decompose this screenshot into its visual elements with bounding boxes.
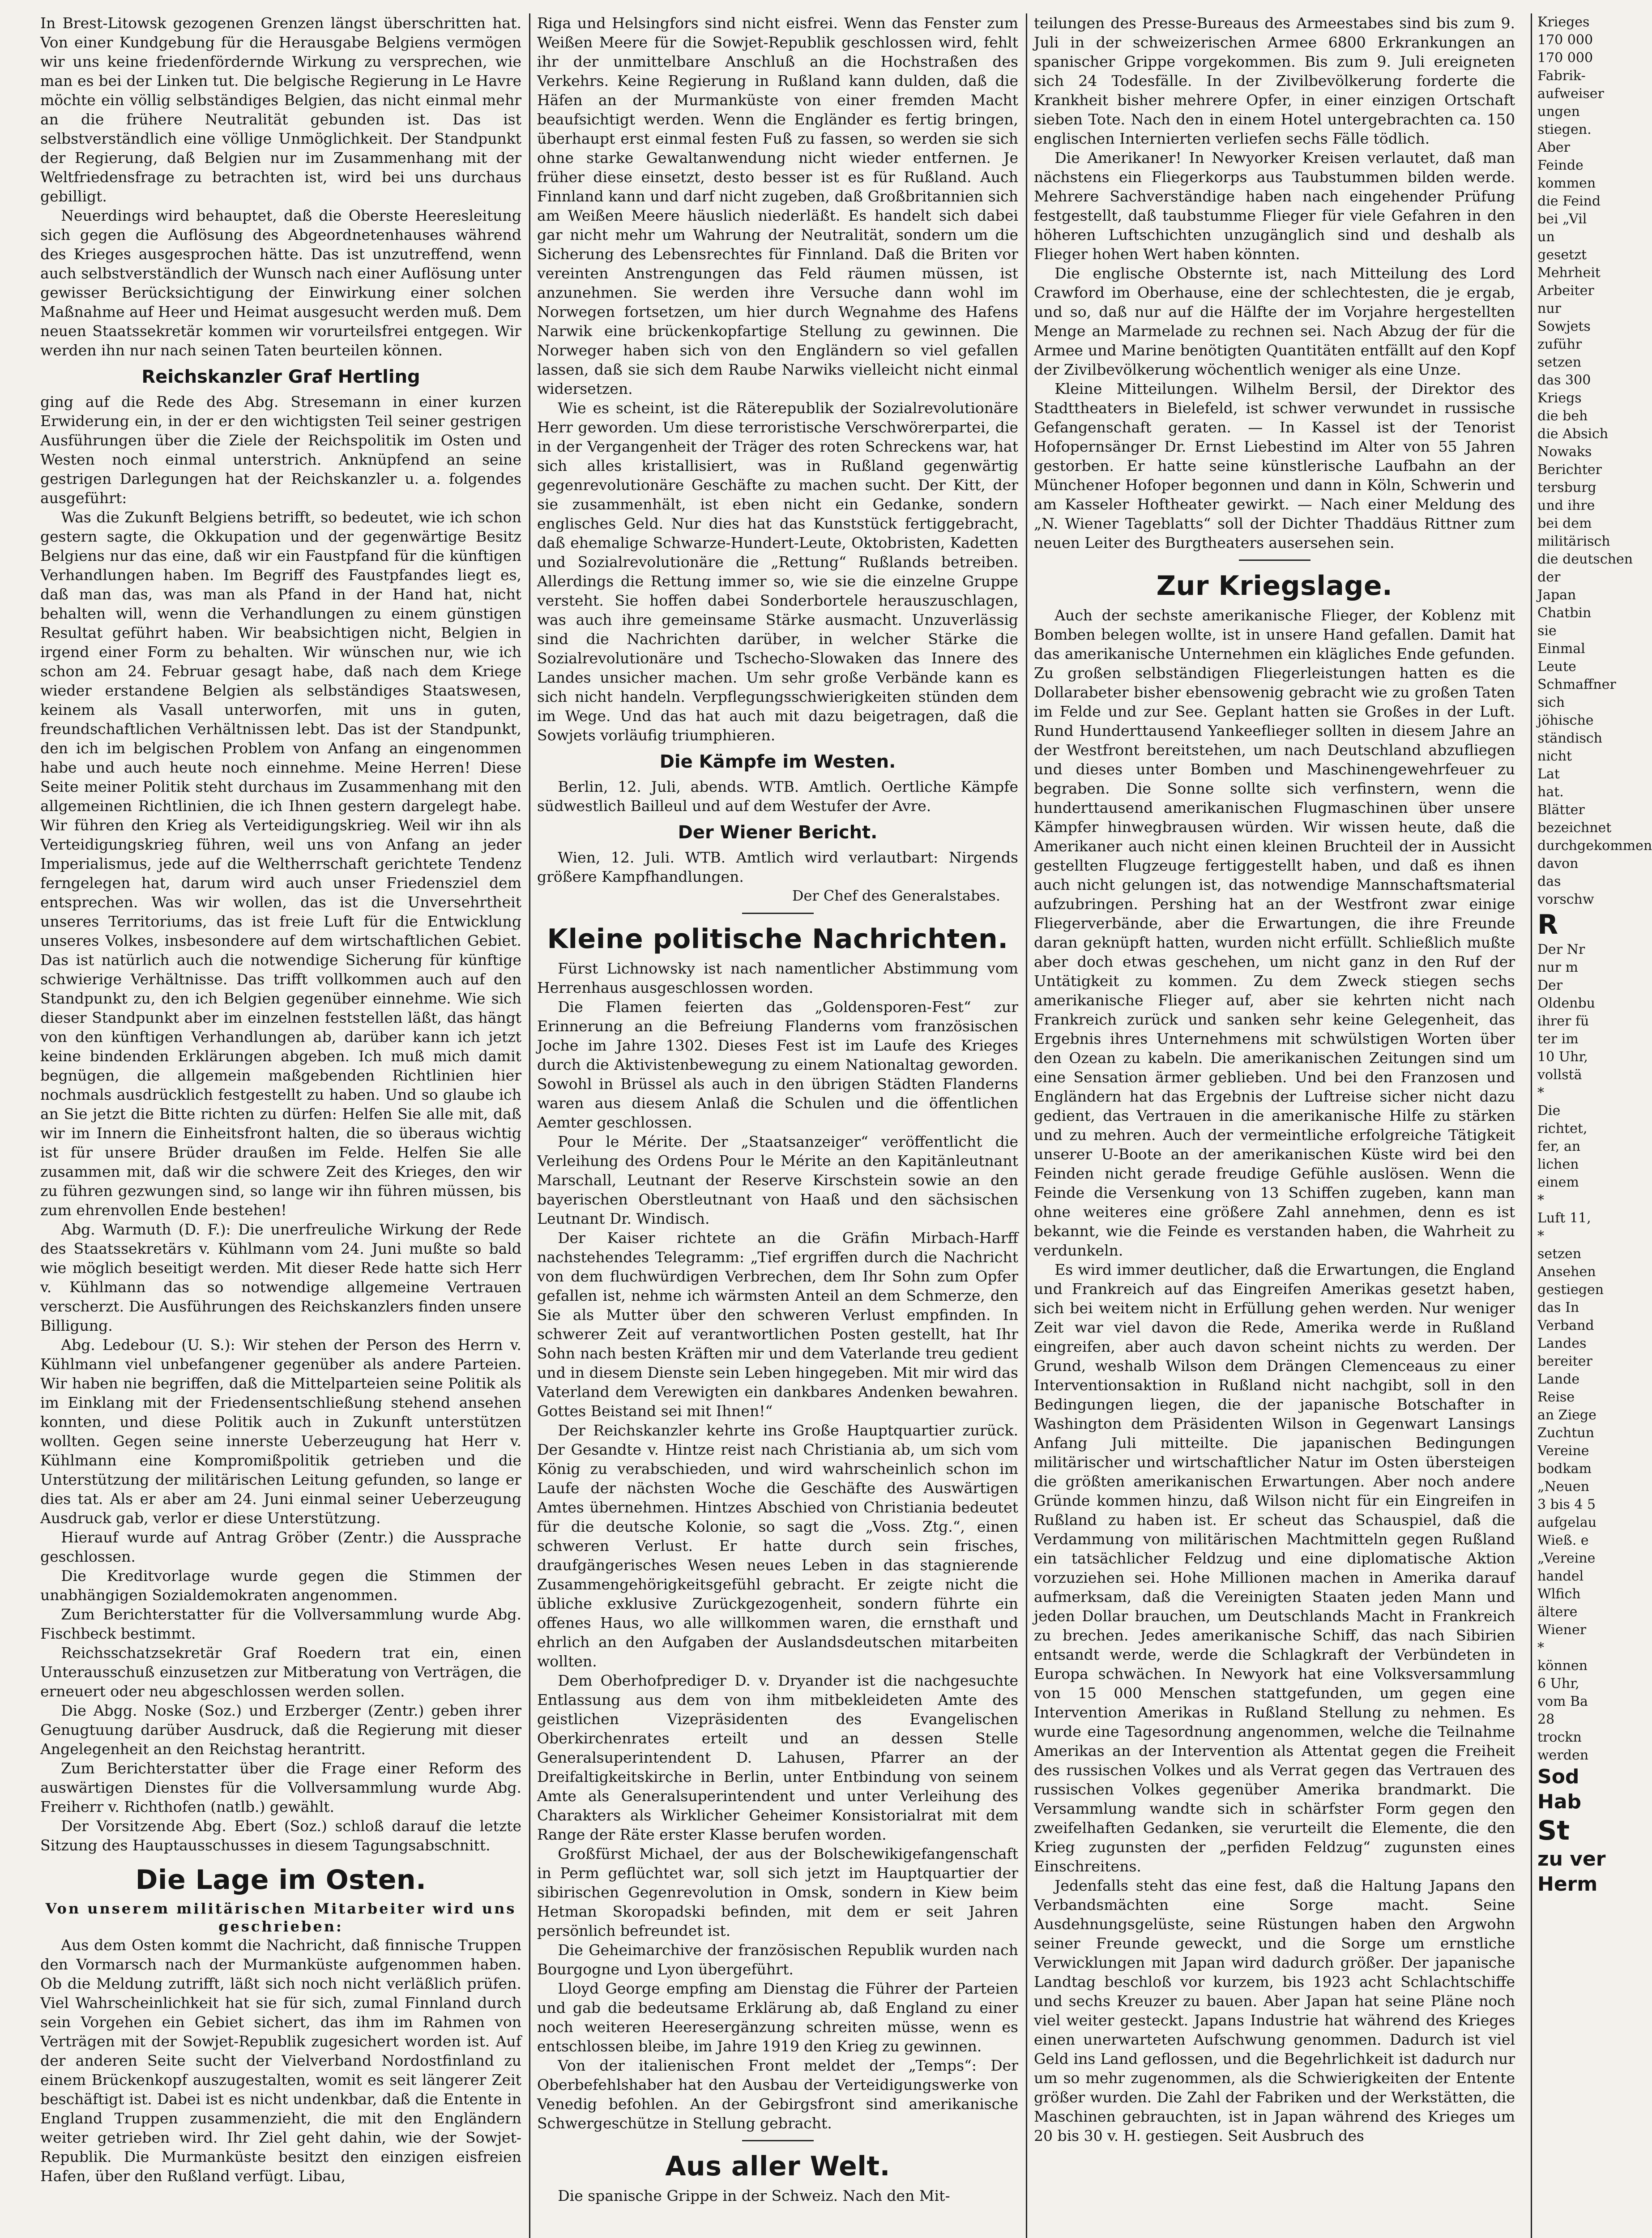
byline: Von unserem militärischen Mitarbeiter wird uns geschrieben: [45, 1900, 517, 1935]
cropped-text-line: bezeichnet [1537, 820, 1612, 836]
cropped-text-line: Zuchtun [1537, 1425, 1594, 1441]
cropped-text-line: Krieges [1537, 14, 1590, 30]
cropped-text-line: 170 000 [1537, 32, 1593, 48]
cropped-text-line: bei dem [1537, 516, 1592, 531]
paragraph: Lloyd George empfing am Dienstag die Führer der Parteien und gab die bedeutsame Erklärung ab, daß England zu einer noch weiteren Heeresergänzung schreiten müsse, wenn es entschlossen bleibe, im Jahre 1919 den Krieg zu gewinnen. [537, 1980, 1018, 2055]
cropped-text-line: nur [1537, 301, 1561, 316]
cropped-text-line: Der Nr [1537, 942, 1585, 957]
cropped-heading: St [1537, 1815, 1570, 1846]
paragraph: Der Vorsitzende Abg. Ebert (Soz.) schloß darauf die letzte Sitzung des Hauptausschusses in diesem Tagungsabschnitt. [40, 1817, 521, 1854]
cropped-text-line: und ihre [1537, 498, 1595, 513]
section-heading-wiener-bericht: Der Wiener Bericht. [678, 822, 878, 843]
cropped-text-line: Herm [1537, 1873, 1598, 1896]
cropped-text-line: * [1537, 1228, 1544, 1244]
cropped-text-line: aufweiser [1537, 86, 1604, 102]
cropped-text-line: zu ver [1537, 1848, 1606, 1871]
cropped-text-line: aufgelau [1537, 1515, 1597, 1530]
column-rule [529, 13, 530, 2238]
separator [742, 2140, 814, 2141]
signature-line: Der Chef des Generalstabes. [792, 887, 1000, 904]
paragraph: Zum Berichterstatter über die Frage einer Reform des auswärtigen Dienstes für die Vollversammlung wurde Abg. Freiherr v. Richthofen (natlb.) gewählt. [40, 1760, 521, 1815]
column-1 [40, 13, 521, 2238]
cropped-heading: Hab [1537, 1790, 1582, 1813]
cropped-text-line: Nowaks [1537, 444, 1592, 460]
paragraph: Pour le Mérite. Der „Staatsanzeiger“ veröffentlicht die Verleihung des Ordens Pour le Mérite an den Kapitänleutnant Marschall, Leutnant der Reserve Kirschstein sowie an den bayerischen Oberstleutnant von Haaß und den sächsischen Leutnant Dr. Windisch. [537, 1133, 1018, 1227]
cropped-text-line: ständisch [1537, 730, 1602, 746]
cropped-text-line: militärisch [1537, 534, 1610, 549]
cropped-text-line: Vereine [1537, 1443, 1589, 1459]
cropped-text-line: Blätter [1537, 802, 1585, 818]
cropped-text-line: einem [1537, 1175, 1579, 1190]
separator [742, 913, 814, 914]
cropped-text-line: bodkam [1537, 1461, 1592, 1477]
cropped-text-line: un [1537, 229, 1555, 245]
paragraph: Die Flamen feierten das „Goldensporen-Fest“ zur Erinnerung an die Befreiung Flanderns vom französischen Joche im Jahre 1302. Dieses Fest ist im Laufe des Krieges durch die Aktivistenbewegung zu einem Nationaltag geworden. Sowohl in Brüssel als auch in den übrigen Städten Flanderns waren aus diesem Anlaß die Schulen und die öffentlichen Aemter geschlossen. [537, 998, 1018, 1131]
cropped-text-line: vollstä [1537, 1067, 1582, 1083]
cropped-text-line: bei „Vil [1537, 211, 1587, 227]
paragraph: Dem Oberhofprediger D. v. Dryander ist die nachgesuchte Entlassung aus dem von ihm mitbekleideten Amte des geistlichen Vizepräsidenten des Evangelischen Oberkirchenrates erteilt und an dessen Stelle Generalsuperintendent D. Lahusen, Pfarrer an der Dreifaltigkeitskirche in Berlin, unter Entbindung von seinem Amte als Generalsuperintendent und unter Verleihung des Charakters als Wirklicher Geheimer Konsistorialrat mit dem Range der Räte erster Klasse berufen worden. [537, 1672, 1018, 1843]
cropped-text-line: gesetzt [1537, 247, 1587, 263]
cropped-text-line: richtet, [1537, 1121, 1588, 1136]
paragraph: Der Reichskanzler kehrte ins Große Hauptquartier zurück. Der Gesandte v. Hintze reist nach Christiania ab, um sich vom König zu verabschieden, und wird wahrscheinlich schon im Laufe der nächsten Woche die Geschäfte des Auswärtigen Amtes übernehmen. Hintzes Abschied von Christiania bedeutet für die deutsche Kolonie, so sagt die „Voss. Ztg.“, einen schweren Verlust. Er hatte durch sein frisches, draufgängerisches Wesen neues Leben in das stagnierende Zusammengehörigkeitsgefühl gebracht. Er zeigte nicht die übliche exklusive Zurückgezogenheit, sondern führte ein offenes Haus, wo alle willkommen waren, die ernsthaft und ehrlich an den Aufgaben der Auslandsdeutschen mitarbeiten wollten. [537, 1422, 1018, 1670]
paragraph: Reichsschatzsekretär Graf Roedern trat ein, einen Unterausschuß einzusetzen zur Mitberatung von Verträgen, die erneuert oder neu abgeschlossen werden sollen. [40, 1644, 521, 1700]
paragraph: teilungen des Presse-Bureaus des Armeestabes sind bis zum 9. Juli in der schweizerischen Armee 6800 Erkrankungen an spanischer Grippe vorgekommen. Bis zum 9. Juli ereigneten sich 24 Todesfälle. In der Zivilbevölkerung forderte die Krankheit bisher mehrere Opfer, in einer einzigen Ortschaft sieben Tote. Nach den in einem Hotel untergebrachten ca. 150 englischen Internierten verliefen sechs Fälle tödlich. [1034, 14, 1515, 147]
article-title-kleine-politische-nachrichten: Kleine politische Nachrichten. [547, 923, 1008, 955]
cropped-text-line: setzen [1537, 354, 1582, 370]
cropped-text-line: nur m [1537, 960, 1578, 975]
cropped-text-line: Leute [1537, 659, 1576, 675]
cropped-text-line: Luft 11, [1537, 1210, 1591, 1226]
cropped-text-line: an Ziege [1537, 1407, 1597, 1423]
paragraph: Die spanische Grippe in der Schweiz. Nach den Mit- [558, 2187, 950, 2204]
cropped-heading: Sod [1537, 1765, 1579, 1788]
cropped-text-line: Sowjets [1537, 319, 1591, 334]
cropped-text-line: 170 000 [1537, 50, 1593, 66]
paragraph: Riga und Helsingfors sind nicht eisfrei. Wenn das Fenster zum Weißen Meere für die Sowjet-Republik geschlossen wird, fehlt ihr der unmittelbare Anschluß an die Hochstraßen des Verkehrs. Keine Regierung in Rußland kann dulden, daß die Häfen an der Murmanküste von einer fremden Macht beaufsichtigt werden. Wenn die Engländer es fertig bringen, überhaupt erst einmal festen Fuß zu fassen, so werden sie sich ohne starke Gewaltanwendung nicht wieder entfernen. Je früher diese einsetzt, desto besser ist es für Rußland. Auch Finnland kann und darf nicht zugeben, daß Großbritannien sich am Weißen Meere häuslich niederläßt. Es handelt sich dabei gar nicht mehr um Wahrung der Neutralität, sondern um die Sicherung des Lebensrechtes für Finnland. Daß die Briten vor vereinten Anstrengungen das Feld räumen müssen, ist anzunehmen. Sie werden ihre Versuche dann wohl im Norwegen fortsetzen, um hier durch Wegnahme des Hafens Narwik eine brückenkopfartige Stellung zu gewinnen. Die Norweger haben sich von den Engländern so viel gefallen lassen, daß sie sich dem Raube Narwiks vielleicht nicht einmal widersetzen. [537, 14, 1018, 397]
paragraph: Jedenfalls steht das eine fest, daß die Haltung Japans den Verbandsmächten eine Sorge macht. Seine Ausdehnungsgelüste, seine Rüstungen haben den Argwohn seiner Freunde geweckt, und die Sorge um ernstliche Verwicklungen mit Japan wird dadurch größer. Der japanische Landtag beschloß vor kurzem, bis 1923 acht Schlachtschiffe und sechs Kreuzer zu bauen. Aber Japan hat seine Pläne noch viel weiter gesteckt. Japans Industrie hat während des Krieges einen unerwarteten Aufschwung genommen. Dadurch ist viel Geld ins Land geflossen, und die Begehrlichkeit ist dadurch nur um so mehr zugenommen, als die Schwierigkeiten der Entente größer wurden. Die Zahl der Fabriken und der Werkstätten, die Maschinen gebrauchten, ist in Japan während des Krieges um 20 bis 30 v. H. gestiegen. Seit Ausbruch des [1034, 1877, 1515, 2144]
cropped-text-line: Arbeiter [1537, 283, 1594, 299]
paragraph: Die Abgg. Noske (Soz.) und Erzberger (Zentr.) geben ihrer Genugtuung darüber Ausdruck, daß die Regierung mit dieser Angelegenheit an den Reichstag herantritt. [40, 1702, 521, 1758]
paragraph: Die Amerikaner! In Newyorker Kreisen verlautet, daß man nächstens ein Fliegerkorps aus Taubstummen bilden werde. Mehrere Sachverständige haben nach eingehender Prüfung festgestellt, daß taubstumme Flieger für viele Gefahren in den höheren Luftschichten unzugänglich sind und deshalb als Flieger hohen Wert haben könnten. [1034, 149, 1515, 263]
cropped-text-line: Oldenbu [1537, 995, 1595, 1011]
cropped-text-line: Einmal [1537, 641, 1585, 657]
cropped-text-line: fer, an [1537, 1139, 1581, 1154]
cropped-text-line: Mehrheit [1537, 265, 1601, 281]
paragraph: Es wird immer deutlicher, daß die Erwartungen, die England und Frankreich auf das Eingreifen Amerikas gesetzt haben, sich bei weitem nicht in Erfüllung gehen werden. Nur weniger Zeit war viel davon die Rede, Amerika werde in Rußland eingreifen, aber auch davon scheint nichts zu werden. Der Grund, weshalb Wilson dem Drängen Clemenceaus zu einer Interventionsaktion in Rußland nicht nachgibt, soll in den Bedingungen liegen, die der japanische Botschafter in Washington dem Präsidenten Wilson in Gegenwart Lansings Anfang Juli mitteilte. Die japanischen Bedingungen militärischer und wirtschaftlicher Natur im Osten übersteigen die größten amerikanischen Erwartungen. Aber noch andere Gründe kommen hinzu, daß Wilson nicht für ein Eingreifen in Rußland zu haben ist. Er scheut das Schauspiel, daß die Verdammung von militärischen Machtmitteln gegen Rußland ein tatsächlicher Feldzug und eine diplomatische Aktion vorzuziehen sei. Hohe Millionen machen in Amerika darauf aufmerksam, daß die Vereinigten Staaten jeden Mann und jeden Dollar brauchen, um Deutschlands Macht in Frankreich zu brechen. Jedes amerikanische Schiff, das nach Sibirien entsandt werde, werde die Schlagkraft der Verbündeten in Europa schwächen. In Newyork hat eine Volksversammlung von 15 000 Menschen stattgefunden, um gegen eine Intervention Amerikas in Rußland Stellung zu nehmen. Es wurde eine Tagesordnung angenommen, welche die Teilnahme Amerikas an der Intervention als Attentat gegen die Freiheit des russischen Volkes und als Verrat gegen das Vertrauen des russischen Volkes gegenüber Amerika brandmarkt. Die Versammlung wandte sich in schärfster Form gegen den zweifelhaften Gedanken, sie verurteilt die Elemente, die den Krieg zugunsten der „perfiden Feldzug“ zugunsten eines Einschreitens. [1034, 1261, 1515, 1875]
paragraph: Die Kreditvorlage wurde gegen die Stimmen der unabhängigen Sozialdemokraten angenommen. [40, 1567, 521, 1604]
cropped-text-line: * [1537, 1085, 1544, 1101]
cropped-text-line: kommen [1537, 175, 1596, 191]
cropped-text-line: die Absich [1537, 426, 1609, 442]
cropped-text-block [1537, 13, 1652, 909]
cropped-text-line: * [1537, 1192, 1544, 1208]
paragraph: Hierauf wurde auf Antrag Gröber (Zentr.) die Aussprache geschlossen. [40, 1529, 521, 1565]
cropped-text-line: ihrer fü [1537, 1013, 1589, 1029]
cropped-text-line: Ansehen [1537, 1264, 1596, 1280]
paragraph: Wie es scheint, ist die Räterepublik der Sozialrevolutionäre Herr geworden. Um diese terroristische Verschwörerpartei, die in der Vergangenheit der Träger des roten Schreckens war, hat sich alles kristallisiert, was in Rußland gegenwärtig gegenrevolutionäre Geschäfte zu machen sucht. Der Kitt, der sie zusammenhält, ist eben nicht ein Gedanke, sondern englisches Geld. Nur dies hat das Kunststück fertiggebracht, daß ehemalige Schwarze-Hundert-Leute, Oktobristen, Kadetten und Sozialrevolutionäre die „Rettung“ Rußlands betreiben. Allerdings die Rettung immer so, wie sie die einzelne Gruppe versteht. Sie hoffen dabei Sonderbortele herauszuschlagen, was auch ihre gemeinsame Stärke ausmacht. Unzuverlässig sind die Nachrichten darüber, in welcher Stärke die Sozialrevolutionäre und Tschecho-Slowaken das Innere des Landes unsicher machen. Um sehr große Verbände kann es sich nicht handeln. Verpflegungsschwierigkeiten stünden dem im Wege. Und das hat auch mit dazu beigetragen, daß die Sowjets vorläufig triumphieren. [537, 399, 1018, 744]
cropped-text-line: hat. [1537, 784, 1564, 800]
cropped-heading: R [1537, 909, 1558, 940]
column-2 [537, 13, 1018, 2238]
cropped-text-line: Chatbin [1537, 605, 1592, 621]
article-title-aus-aller-welt: Aus aller Welt. [665, 2151, 890, 2182]
cropped-text-line: das 300 [1537, 372, 1591, 388]
cropped-text-line: ungen [1537, 104, 1580, 120]
section-heading-reichskanzler: Reichskanzler Graf Hertling [141, 367, 420, 387]
article-title-lage-im-osten: Die Lage im Osten. [135, 1864, 427, 1896]
paragraph: Zum Berichterstatter für die Vollversammlung wurde Abg. Fischbeck bestimmt. [40, 1606, 521, 1642]
cropped-text-line: Feinde [1537, 158, 1584, 173]
cropped-text-line: jöhische [1537, 713, 1594, 728]
paragraph: Auch der sechste amerikanische Flieger, der Koblenz mit Bomben belegen wollte, ist in unsere Hand gefallen. Damit hat das amerikanische Unternehmen ein klägliches Ende gefunden. Zu großen selbständigen Fliegerleistungen hatten es die Dollarabeter bisher ebensowenig gebracht wie zu großen Taten im Felde und zur See. Geplant hatten sie Großes in der Luft. Rund Hunderttausend Yankeeflieger sollten in diesem Jahre an der Westfront bereitstehen, um nach Deutschland abzufliegen und dieses unter Bomben und Maschinengewehrfeuer zu begraben. Die Sonne sollte sich verfinstern, wenn die hunderttausend amerikanischen Flugmaschinen über unsere Kämpfer hinwegbrausen würden. Wir wissen heute, daß die Amerikaner auch nicht einen kleinen Bruchteil der in Aussicht gestellten Flugzeuge fertiggestellt haben, und daß es ihnen auch nicht gelungen ist, das notwendige Mannschaftsmaterial aufzubringen. Pershing hat an der Westfront zwar einige Fliegerverbände, aber die Erwartungen, die ihre Freunde daran geknüpft hatten, wurden nicht erfüllt. Schließlich mußte aber doch etwas geschehen, um nicht ganz in den Ruf der Untätigkeit zu kommen. Zu dem Zweck stiegen sechs amerikanische Flieger auf, aber sie kehrten nicht nach Frankreich zurück und sanken sehr keine Gelegenheit, das Ergebnis ihres Unternehmens mit schwülstigen Worten über den Ozean zu kabeln. Die amerikanischen Zeitungen sind um eine Sensation ärmer geblieben. Und bei den Franzosen und Engländern hat das Ergebnis der Luftreise sicher nicht dazu gedient, das Vertrauen in die amerikanische Hilfe zu stärken und zu mehren. Auch der vermeintliche erfolgreiche Tätigkeit unserer U-Boote an der amerikanischen Küste wird bei den Feinden nicht gerade freudige Gefühle auslösen. Wenn die Feinde die Versenkung von 13 Schiffen zugeben, kann man ohne weiteres eine größere Zahl annehmen, denn es ist bekannt, wie die Feinde es verstanden haben, die Wahrheit zu verdunkeln. [1034, 606, 1515, 1259]
cropped-text-line: 3 bis 4 5 [1537, 1497, 1596, 1512]
cropped-text-line: * [1537, 1640, 1544, 1656]
cropped-text-line: Japan [1537, 587, 1576, 603]
cropped-text-line: können [1537, 1658, 1588, 1674]
cropped-text-line: handel [1537, 1568, 1584, 1584]
cropped-text-line: stiegen. [1537, 122, 1592, 137]
cropped-text-line: nicht [1537, 748, 1572, 764]
cropped-text-line: Berichter [1537, 462, 1602, 478]
cropped-text-line: ter im [1537, 1031, 1579, 1047]
cropped-text-line: bereiter [1537, 1354, 1592, 1369]
column-4-cropped [1537, 13, 1652, 2238]
column-rule [1531, 13, 1532, 2238]
cropped-text-line: trockn [1537, 1730, 1582, 1745]
paragraph: Abg. Ledebour (U. S.): Wir stehen der Person des Herrn v. Kühlmann viel unbefangener gegenüber als andere Parteien. Wir haben nie begriffen, daß die Mittelparteien seine Politik als im Einklang mit der Friedensentschließung stehend ansehen konnten, und diese Politik auch in Zukunft unterstützen wollten. Gegen seine innerste Ueberzeugung hat Herr v. Kühlmann eine Kompromißpolitik getrieben und die Unterstützung der militärischen Leitung gefunden, so lange er dies tat. Als er aber am 24. Juni einmal seiner Ueberzeugung Ausdruck gab, verlor er diese Unterstützung. [40, 1336, 521, 1527]
cropped-text-line: davon [1537, 856, 1579, 871]
cropped-text-line: Aber [1537, 140, 1570, 155]
cropped-text-line: vom Ba [1537, 1694, 1588, 1709]
cropped-text-line: tersburg [1537, 480, 1597, 495]
cropped-text-line: sie [1537, 623, 1557, 639]
paragraph: Aus dem Osten kommt die Nachricht, daß finnische Truppen den Vormarsch nach der Murmanküste aufgenommen haben. Ob die Meldung zutrifft, läßt sich noch nicht verläßlich prüfen. Viel Wahrscheinlichkeit hat sie für sich, zumal Finnland durch sein Vorgehen ein Gebiet sichert, das ihm im Rahmen von Verträgen mit der Sowjet-Republik zugesichert worden ist. Auf der anderen Seite sucht der Vielverband Nordostfinland zu einem Brückenkopf auszugestalten, womit es seit längerer Zeit beschäftigt ist. Dabei ist es nicht undenkbar, daß die Entente in England Truppen zusammenzieht, die mit den Engländern weiter getrieben wird. Ihr Ziel geht dahin, wie der Sowjet-Republik. Die Murmanküste besitzt den einzigen eisfreien Hafen, über den Rußland verfügt. Libau, [40, 1936, 521, 2185]
cropped-text-line: Schmaffner [1537, 677, 1616, 692]
cropped-text-line: durchgekommen [1537, 838, 1652, 854]
paragraph: Wien, 12. Juli. WTB. Amtlich wird verlautbart: Nirgends größere Kampfhandlungen. [537, 849, 1018, 885]
cropped-text-line: gestiegen [1537, 1282, 1604, 1298]
paragraph: Fürst Lichnowsky ist nach namentlicher Abstimmung vom Herrenhaus ausgeschlossen worden. [537, 960, 1018, 996]
paragraph: Kleine Mitteilungen. Wilhelm Bersil, der Direktor des Stadttheaters in Bielefeld, ist schwer verwundet in russische Gefangenschaft geraten. — In Kassel ist der Tenorist Hofopernsänger Dr. Ernst Liebestind im Alter von 55 Jahren gestorben. Er hatte seine künstlerische Laufbahn an der Münchener Hofoper begonnen und dann in Köln, Schwerin und am Kasseler Hoftheater gewirkt. — Nach einer Meldung des „N. Wiener Tageblatts“ soll der Dichter Thaddäus Rittner zum neuen Leiter des Burgtheaters ausersehen sein. [1034, 380, 1515, 551]
cropped-text-line: zuführ [1537, 337, 1582, 352]
cropped-text-line: „Vereine [1537, 1550, 1596, 1566]
cropped-text-line: setzen [1537, 1246, 1582, 1262]
cropped-text-line: Lande [1537, 1371, 1580, 1387]
cropped-text-line: Wlfich [1537, 1586, 1581, 1602]
cropped-text-line: ältere [1537, 1604, 1578, 1620]
cropped-text-line: die deutschen [1537, 551, 1633, 567]
cropped-text-line: 10 Uhr, [1537, 1049, 1588, 1065]
cropped-text-line: Die [1537, 1103, 1561, 1119]
section-heading-kaempfe-im-westen: Die Kämpfe im Westen. [659, 752, 896, 772]
paragraph: Was die Zukunft Belgiens betrifft, so bedeutet, wie ich schon gestern sagte, die Okkupation und der gegenwärtige Besitz Belgiens nur das eine, daß wir ein Faustpfand für die künftigen Verhandlungen haben. Im Begriff des Faustpfandes liegt es, daß man das, was man als Pfand in der Hand hat, nicht behalten will, wenn die Verhandlungen zu einem günstigen Resultat geführt haben. Wir beabsichtigen nicht, Belgien in irgend einer Form zu behalten. Wir wünschen nur, wie ich schon am 24. Februar gesagt habe, daß nach dem Kriege wieder erstandene Belgien als selbständiges Staatswesen, keinem als Vasall unterworfen, mit uns in guten, freundschaftlichen Verhältnissen lebt. Das ist der Standpunkt, den ich im belgischen Problem von Anfang an eingenommen habe und auch heute noch einnehme. Meine Herren! Diese Seite meiner Politik steht durchaus im Zusammenhang mit den allgemeinen Richtlinien, die ich Ihnen gestern dargelegt habe. Wir führen den Krieg als Verteidigungskrieg. Weil wir ihn als Verteidigungskrieg führen, weil uns von Anfang an jeder Imperialismus, jede auf die Weltherrschaft gerichtete Tendenz ferngelegen hat, darum wird auch unser Friedensziel dem entsprechen. Was wir wollen, das ist die Unversehrtheit unseres Territoriums, das ist freie Luft für die Entwicklung unseres Volkes, insbesondere auf dem wirtschaftlichen Gebiet. Das ist natürlich auch die notwendige Sicherung für künftige schwierige Verhältnisse. Das trifft vollkommen auch auf den Standpunkt zu, den ich Belgien gegenüber einnehme. Wie sich dieser Standpunkt aber im einzelnen feststellen läßt, das hängt von den künftigen Verhandlungen ab, darüber kann ich jetzt keine bindenden Erklärungen abgeben. Ich muß mich damit begnügen, die allgemein maßgebenden Richtlinien hier nochmals ausdrücklich festgestellt zu haben. Und so glaube ich an Sie jetzt die Bitte richten zu dürfen: Helfen Sie alle mit, daß wir im Innern die Einheitsfront halten, die so überaus wichtig ist für unsere Brüder draußen im Felde. Helfen Sie alle zusammen mit, daß wir die schwere Zeit des Krieges, den wir zu führen gezwungen sind, so lange wir ihn führen müssen, bis zum ehrenvollen Ende bestehen! [40, 508, 521, 1219]
cropped-text-line: Verband [1537, 1318, 1594, 1333]
paragraph: Abg. Warmuth (D. F.): Die unerfreuliche Wirkung der Rede des Staatssekretärs v. Kühlmann vom 24. Juni mußte so bald wie möglich beseitigt werden. Mit dieser Rede hatte sich Herr v. Kühlmann das so notwendige allgemeine Vertrauen verscherzt. Die Ausführungen des Reichskanzlers finden unsere Billigung. [40, 1221, 521, 1334]
paragraph: Die englische Obsternte ist, nach Mitteilung des Lord Crawford im Oberhause, eine der schlechtesten, die je ergab, und so, daß nur auf die Hälfte der im Vorjahre hergestellten Menge an Marmelade zu rechnen sei. Nach Abzug der für die Armee und Marine benötigten Quantitäten entfällt auf den Kopf der Zivilbevölkerung wöchentlich weniger als eine Unze. [1034, 265, 1515, 378]
paragraph: Von der italienischen Front meldet der „Temps“: Der Oberbefehlshaber hat den Ausbau der Verteidigungswerke von Venedig befohlen. An der Gebirgsfront sind amerikanische Schwergeschütze in Stellung gebracht. [537, 2057, 1018, 2132]
cropped-text-line: Landes [1537, 1336, 1587, 1351]
cropped-text-line: Fabrik- [1537, 68, 1586, 84]
cropped-text-line: der [1537, 569, 1561, 585]
paragraph: In Brest-Litowsk gezogenen Grenzen längst überschritten hat. Von einer Kundgebung für die Herausgabe Belgiens vermögen wir uns keine friedenfördernde Wirkung zu versprechen, wie man es bei der Linken tut. Die belgische Regierung in Le Havre möchte ein völlig selbständiges Belgien, das nicht einmal mehr an die frühere Neutralität gebunden ist. Das ist selbstverständlich eine völlige Unmöglichkeit. Der Standpunkt der Regierung, daß Belgien nur im Zusammenhang mit der Weltfriedensfrage zu betrachten ist, wird bei uns durchaus gebilligt. [40, 14, 521, 205]
cropped-text-line: 28 [1537, 1712, 1555, 1727]
cropped-text-line: 6 Uhr, [1537, 1676, 1579, 1691]
cropped-text-line: die Feind [1537, 193, 1601, 209]
cropped-text-line: „Neuen [1537, 1479, 1589, 1495]
paragraph: Neuerdings wird behauptet, daß die Oberste Heeresleitung sich gegen die Auflösung des Abgeordnetenhauses während des Krieges ausgesprochen hätte. Das ist unzutreffend, wenn auch selbstverständlich der Wunsch nach einer Auflösung unter gewisser Berücksichtigung der Einwirkung einer solchen Maßnahme auf Heer und Heimat ausgesucht werden muß. Dem neuen Staatssekretär kommen wir vorurteilsfrei entgegen. Wir werden ihn nur nach seinen Taten beurteilen können. [40, 207, 521, 359]
column-rule [1026, 13, 1027, 2238]
cropped-text-line: Kriegs [1537, 390, 1582, 406]
cropped-text-line: Lat [1537, 766, 1560, 782]
cropped-text-line: die beh [1537, 408, 1588, 424]
paragraph: Großfürst Michael, der aus der Bolschewikigefangenschaft in Perm geflüchtet war, soll sich jetzt im Hauptquartier der sibirischen Gegenrevolution in Omsk, sondern in Kiew beim Hetman Skoropadski befinden, mit dem er seit Jahren persönlich befreundet ist. [537, 1845, 1018, 1939]
paragraph: Der Kaiser richtete an die Gräfin Mirbach-Harff nachstehendes Telegramm: „Tief ergriffen durch die Nachricht von dem fluchwürdigen Verbrechen, dem Ihr Sohn zum Opfer gefallen ist, nehme ich wärmsten Anteil an dem Schmerze, den Sie als Mutter über den schweren Verlust empfinden. In schwerer Zeit auf verantwortlichen Posten gestellt, hat Ihr Sohn nach besten Kräften mir und dem Vaterlande treu gedient und in diesem Dienste sein Leben hingegeben. Mit mir wird das Vaterland dem Verewigten ein dankbares Andenken bewahren. Gottes Beistand sei mit Ihnen!“ [537, 1229, 1018, 1420]
cropped-text-line: werden [1537, 1747, 1589, 1763]
cropped-text-line: Reise [1537, 1389, 1575, 1405]
paragraph: Berlin, 12. Juli, abends. WTB. Amtlich. Oertliche Kämpfe südwestlich Bailleul und auf dem Westufer der Avre. [537, 778, 1018, 815]
cropped-text-line: sich [1537, 695, 1565, 710]
cropped-text-line: das In [1537, 1300, 1579, 1315]
cropped-text-line: lichen [1537, 1157, 1579, 1172]
cropped-text-line: das [1537, 874, 1561, 889]
cropped-text-line: Der [1537, 978, 1563, 993]
cropped-text-line: Wieß. e [1537, 1533, 1589, 1548]
separator [1239, 560, 1311, 561]
paragraph: Die Geheimarchive der französischen Republik wurden nach Bourgogne und Lyon übergeführt. [537, 1941, 1018, 1978]
cropped-text-line: vorschw [1537, 892, 1594, 907]
paragraph: ging auf die Rede des Abg. Stresemann in einer kurzen Erwiderung ein, in der er den wichtigsten Teil seiner gestrigen Ausführungen über die Ziele der Reichspolitik im Osten und Westen noch einmal unterstrich. Anknüpfend an seine gestrigen Darlegungen hat der Reichskanzler u. a. folgendes ausgeführt: [40, 393, 521, 507]
cropped-text-block [1537, 977, 1606, 1764]
article-title-zur-kriegslage: Zur Kriegslage. [1156, 570, 1393, 602]
cropped-text-line: Wiener [1537, 1622, 1587, 1638]
column-3 [1034, 13, 1515, 2238]
